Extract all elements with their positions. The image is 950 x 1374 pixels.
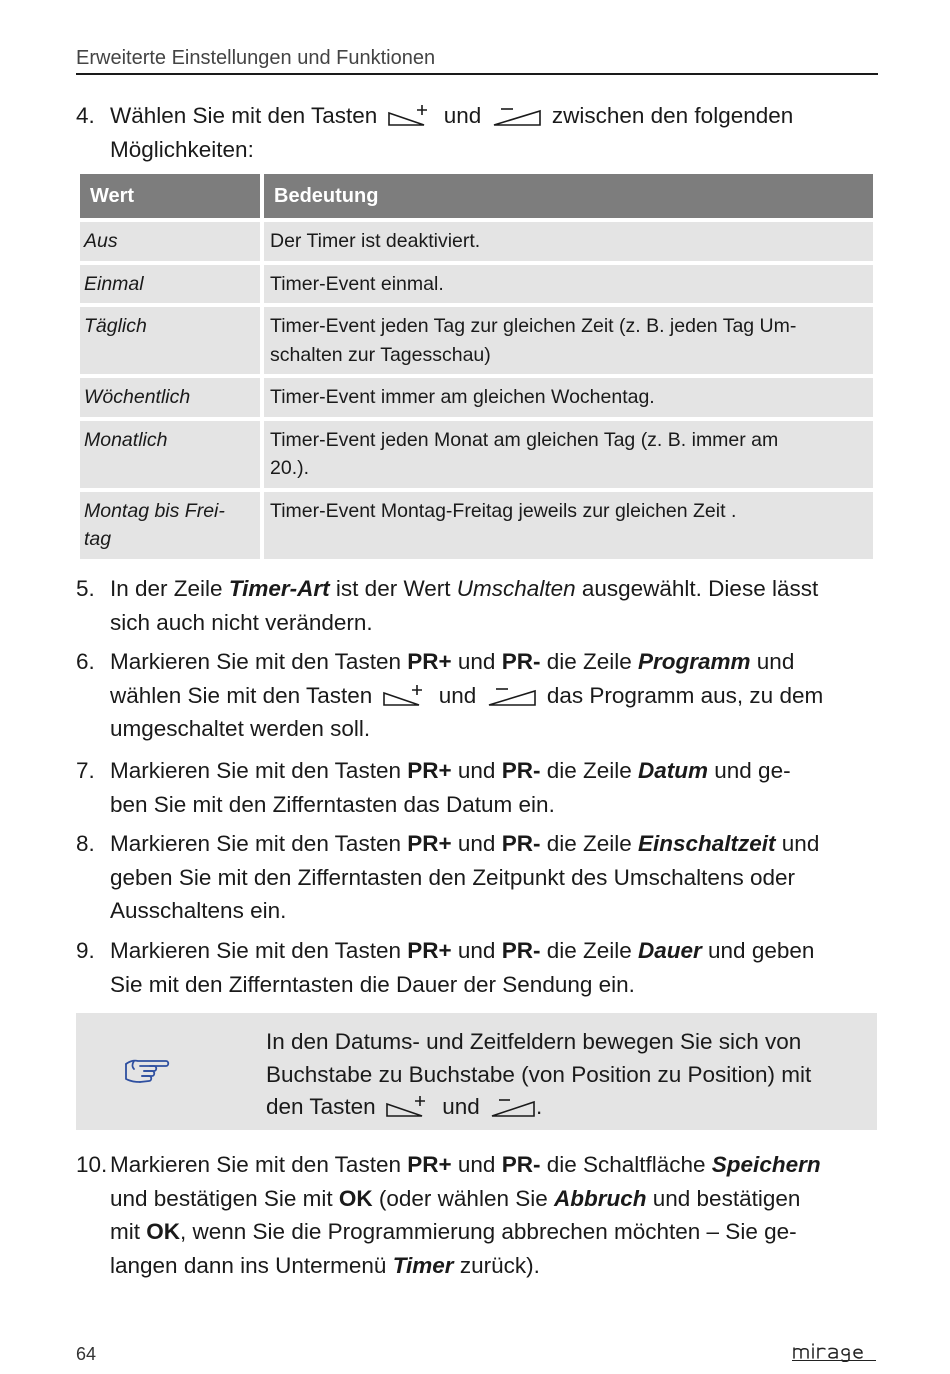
table-row [80, 307, 873, 374]
value-term: Umschalten [456, 576, 576, 601]
step-text: und bestätigen [646, 1185, 801, 1211]
step-text: und geben [701, 938, 815, 963]
key-name: PR- [501, 649, 541, 674]
value-cell: Monatlich [80, 421, 260, 488]
step-text: Markieren Sie mit den Tasten [110, 831, 408, 856]
running-head [76, 44, 878, 75]
step-text: mit [110, 1219, 147, 1244]
step-text: die Zeile [540, 831, 638, 856]
step-text: Markieren Sie mit den Tasten [110, 649, 408, 674]
pointing-hand-icon [122, 1055, 172, 1090]
step-text: ben Sie mit den Zifferntasten das Datum ein. [110, 791, 555, 817]
table-row [80, 265, 873, 304]
value-line: tag [84, 528, 112, 550]
menu-term: Programm [638, 649, 751, 674]
meaning-cell: Der Timer ist deaktiviert. [264, 222, 873, 261]
volume-minus-key-icon [492, 103, 542, 127]
step-text: Wählen Sie mit den Tasten [110, 103, 378, 128]
value-line: Montag bis Frei- [84, 499, 225, 522]
step-number: 4. [76, 103, 95, 128]
menu-term: Timer-Art [228, 576, 330, 601]
menu-term: Timer [392, 1252, 454, 1278]
step-number: 8. [76, 831, 95, 856]
step-4 [76, 99, 882, 166]
menu-term: Dauer [638, 938, 702, 963]
step-text: ausgewählt. Diese lässt [575, 576, 819, 601]
meaning-line: Timer-Event jeden Tag zur gleichen Zeit (z. B. jeden Tag Um- [270, 315, 797, 337]
meaning-cell: Timer-Event Montag-Freitag jeweils zur gleichen Zeit . [264, 492, 873, 559]
step-text: zwischen den folgenden [551, 103, 794, 128]
step-number: 6. [76, 649, 95, 674]
hint-text: Buchstabe zu Buchstabe (von Position zu Position) mit [266, 1061, 812, 1087]
table-row [80, 421, 873, 488]
step-text: In der Zeile [110, 576, 229, 601]
key-name: PR+ [407, 1152, 452, 1177]
volume-plus-key-icon [383, 683, 429, 707]
brand-logo [792, 1340, 876, 1367]
meaning-cell: Timer-Event immer am gleichen Wochentag. [264, 378, 873, 417]
menu-term: Datum [638, 758, 709, 783]
step-number: 9. [76, 938, 95, 963]
value-cell: Täglich [80, 307, 260, 374]
step-text: Markieren Sie mit den Tasten [110, 938, 408, 963]
key-name: PR- [501, 758, 541, 783]
meaning-cell [264, 307, 873, 374]
key-name: OK [338, 1185, 373, 1211]
step-text: und ge- [708, 758, 791, 783]
step-text: wählen Sie mit den Tasten [110, 682, 373, 708]
step-text: Möglichkeiten: [110, 136, 254, 162]
step-text: und [451, 758, 502, 783]
key-name: PR+ [407, 649, 452, 674]
step-5 [76, 572, 882, 639]
table-row [80, 492, 873, 559]
key-name: PR- [501, 938, 541, 963]
value-table [76, 170, 877, 563]
meaning-line: 20.). [270, 457, 310, 479]
step-number: 10. [76, 1152, 108, 1177]
step-text: und [775, 831, 820, 856]
step-text: Sie mit den Zifferntasten die Dauer der Sendung ein. [110, 971, 635, 997]
step-text: die Zeile [540, 938, 638, 963]
volume-minus-key-icon [487, 683, 537, 707]
meaning-cell: Timer-Event einmal. [264, 265, 873, 304]
step-text: umgeschaltet werden soll. [110, 716, 371, 741]
step-text: und [451, 1152, 502, 1177]
key-name: PR+ [407, 938, 452, 963]
step-7 [76, 754, 882, 821]
step-text: geben Sie mit den Zifferntasten den Zeitpunkt des Umschaltens oder [110, 864, 795, 890]
step-text: , wenn Sie die Programmierung abbrechen möchten – Sie ge- [180, 1219, 797, 1244]
step-9 [76, 934, 882, 1001]
step-10 [76, 1148, 882, 1282]
key-name: OK [146, 1219, 180, 1244]
step-text: Markieren Sie mit den Tasten [110, 1152, 408, 1177]
step-text: (oder wählen Sie [372, 1185, 554, 1211]
volume-plus-key-icon [388, 103, 434, 127]
step-text: und [750, 649, 795, 674]
step-text: langen dann ins Untermenü [110, 1252, 393, 1278]
hint-text: . [536, 1094, 543, 1119]
step-text: und [443, 103, 482, 128]
table-row [80, 222, 873, 261]
hint-text: In den Datums- und Zeitfeldern bewegen Sie sich von [266, 1029, 802, 1054]
step-text: Ausschaltens ein. [110, 898, 287, 923]
volume-minus-key-icon [490, 1094, 536, 1118]
key-name: PR+ [407, 758, 452, 783]
value-cell [80, 492, 260, 559]
value-cell: Einmal [80, 265, 260, 304]
step-text: die Schaltfläche [540, 1152, 712, 1177]
menu-term: Speichern [711, 1152, 821, 1177]
value-cell: Wöchentlich [80, 378, 260, 417]
menu-term: Abbruch [554, 1185, 647, 1211]
step-text: und [438, 682, 477, 708]
value-cell: Aus [80, 222, 260, 261]
table-header-row [80, 174, 873, 218]
menu-term: Einschaltzeit [638, 831, 776, 856]
key-name: PR- [501, 831, 541, 856]
hint-text: und [442, 1094, 480, 1119]
volume-plus-key-icon [386, 1094, 432, 1118]
step-text: das Programm aus, zu dem [546, 682, 824, 708]
step-text: sich auch nicht verändern. [110, 609, 373, 635]
meaning-line: schalten zur Tagesschau) [270, 343, 491, 366]
table-row [80, 378, 873, 417]
section-title: Erweiterte Einstellungen und Funktionen [76, 47, 436, 69]
step-text: die Zeile [540, 649, 638, 674]
step-number: 7. [76, 758, 95, 783]
step-text: die Zeile [540, 758, 638, 783]
header-wert: Wert [80, 174, 260, 218]
step-text: zurück). [453, 1252, 540, 1278]
step-text: Markieren Sie mit den Tasten [110, 758, 408, 783]
meaning-cell [264, 421, 873, 488]
key-name: PR- [501, 1152, 541, 1177]
header-bedeutung: Bedeutung [264, 174, 873, 218]
step-text: ist der Wert [329, 576, 457, 601]
step-text: und [451, 938, 502, 963]
step-text: und bestätigen Sie mit [110, 1185, 339, 1211]
step-6 [76, 645, 882, 746]
meaning-line: Timer-Event jeden Monat am gleichen Tag (z. B. immer am [270, 428, 779, 451]
hint-box [76, 1013, 877, 1130]
step-text: und [451, 649, 502, 674]
key-name: PR+ [407, 831, 452, 856]
step-text: und [451, 831, 502, 856]
hint-text: den Tasten [266, 1094, 376, 1119]
page-number: 64 [76, 1344, 97, 1364]
step-number: 5. [76, 576, 95, 601]
step-8 [76, 827, 882, 928]
